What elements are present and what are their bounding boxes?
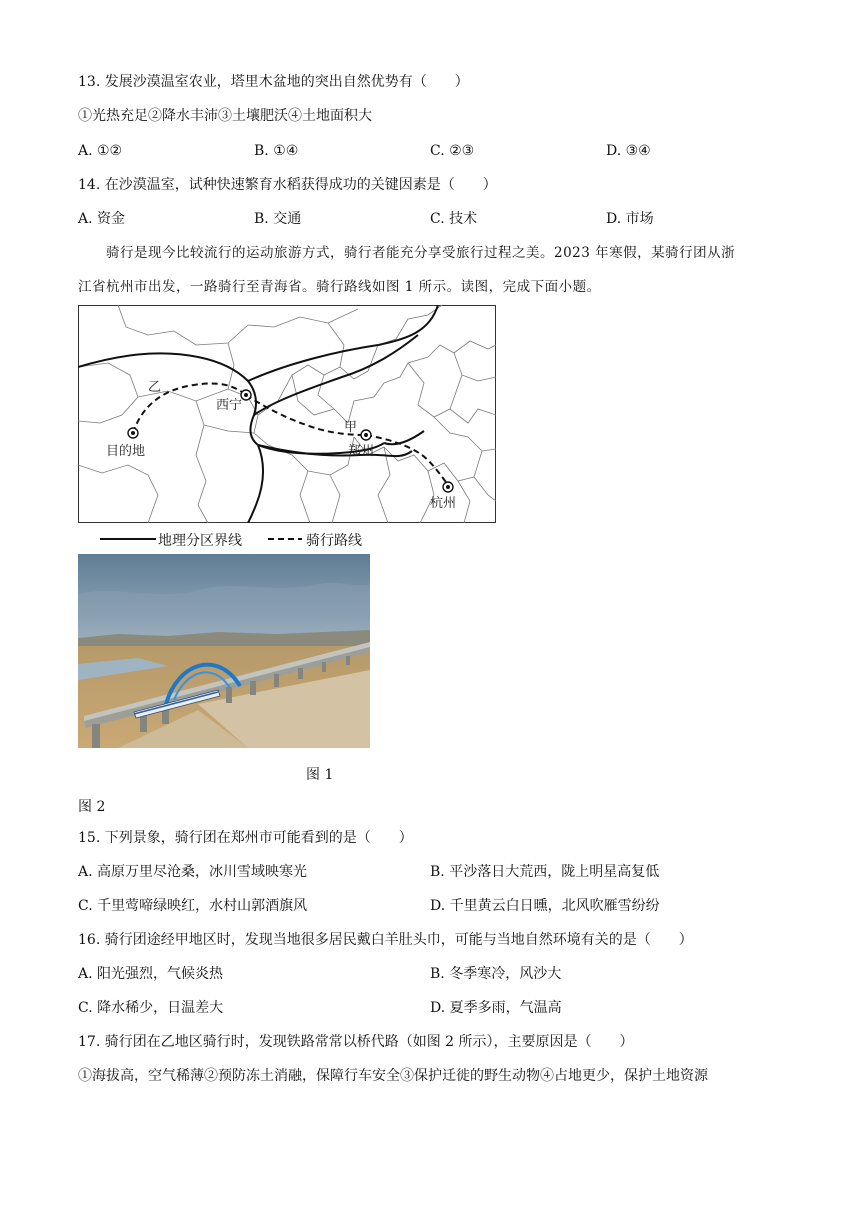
q15-option-c: C. 千里莺啼绿映红，水村山郭酒旗风 [78,898,308,914]
q16-option-d: D. 夏季多雨，气温高 [430,1000,562,1016]
q16-option-b: B. 冬季寒冷，风沙大 [430,966,562,982]
q16-option-a: A. 阳光强烈，气候炎热 [78,966,224,982]
intro-line-2: 江省杭州市出发，一路骑行至青海省。骑行路线如图 1 所示。读图，完成下面小题。 [78,279,601,295]
q14-option-b: B. 交通 [254,211,302,227]
q13-stem: 13. 发展沙漠温室农业，塔里木盆地的突出自然优势有（ ） [78,74,469,90]
q13-option-c: C. ②③ [430,143,475,159]
city-marker-zhengzhou [361,430,371,440]
map-label-zhengzhou: 郑州 [348,444,375,459]
figure-2-caption: 图 2 [78,799,106,815]
figure-1-caption: 图 1 [306,767,334,783]
legend-route-label: 骑行路线 [306,533,362,549]
map-label-jia: 甲 [344,420,358,435]
city-marker-xining [241,390,251,400]
q14-option-d: D. 市场 [606,211,654,227]
intro-line-1: 骑行是现今比较流行的运动旅游方式，骑行者能充分享受旅行过程之美。2023 年寒假，某骑行团从浙 [106,245,736,261]
q17-choices: ①海拔高，空气稀薄②预防冻土消融，保障行车安全③保护迁徙的野生动物④占地更少，保护土地资源 [78,1068,708,1084]
legend-boundary-label: 地理分区界线 [158,533,242,549]
q16-option-c: C. 降水稀少，日温差大 [78,1000,224,1016]
legend-dashed-line [268,536,302,542]
q14-option-a: A. 资金 [78,211,126,227]
q15-option-a: A. 高原万里尽沧桑，冰川雪域映寒光 [78,864,308,880]
q15-stem: 15. 下列景象，骑行团在郑州市可能看到的是（ ） [78,830,413,846]
q14-stem: 14. 在沙漠温室，试种快速繁育水稻获得成功的关键因素是（ ） [78,177,497,193]
map-label-xining: 西宁 [216,398,243,413]
q13-option-d: D. ③④ [606,143,651,159]
map-label-hangzhou: 杭州 [430,496,457,511]
city-marker-hangzhou [443,482,453,492]
q17-stem: 17. 骑行团在乙地区骑行时，发现铁路常常以桥代路（如图 2 所示），主要原因是（ ） [78,1034,634,1050]
q15-option-b: B. 平沙落日大荒西，陇上明星高复低 [430,864,660,880]
map-label-yi: 乙 [148,380,162,395]
city-marker-destination [128,428,138,438]
q14-option-c: C. 技术 [430,211,478,227]
route-map [78,305,496,523]
map-label-destination: 目的地 [106,444,146,459]
railway-bridge-photo [78,554,370,748]
legend-solid-line [100,536,156,542]
q13-option-a: A. ①② [78,143,123,159]
q13-choices: ①光热充足②降水丰沛③土壤肥沃④土地面积大 [78,108,372,124]
q16-stem: 16. 骑行团途经甲地区时，发现当地很多居民戴白羊肚头巾，可能与当地自然环境有关的是（ ） [78,932,693,948]
q13-option-b: B. ①④ [254,143,299,159]
q15-option-d: D. 千里黄云白日曛，北风吹雁雪纷纷 [430,898,660,914]
